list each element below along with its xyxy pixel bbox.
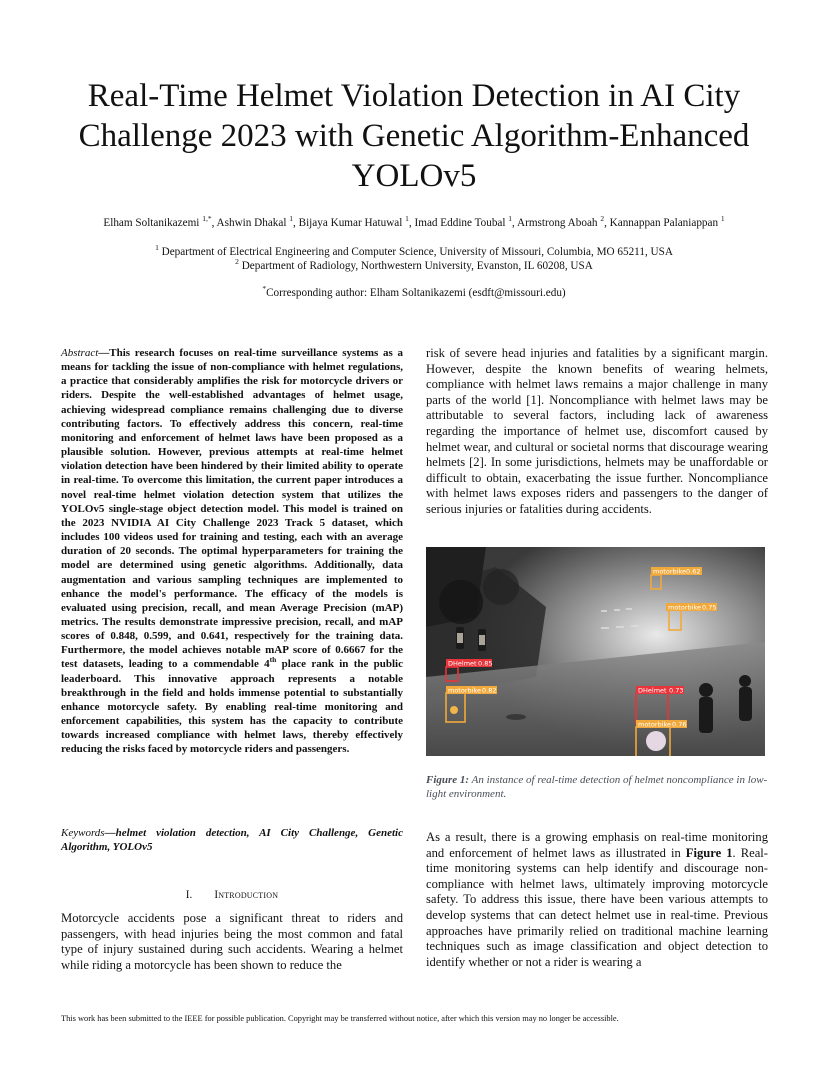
abstract xyxy=(61,346,403,757)
paragraph-text-continued: . Real-time monitoring systems can help identify and discourage non-compliance with helmet laws, ultimately improving motorcycle safety. To address this issue, there have been various attempts to develop systems that can detect helmet use in real-time. Previous approaches have primarily relied on traditional machine learning techniques such as image classification and object detection to identify whether or not a rider is wearing a xyxy=(426,845,768,969)
body-paragraph xyxy=(426,830,768,970)
detection-label: DHelmet xyxy=(448,659,477,668)
abstract-text-continued: place rank in the public leaderboard. This innovative approach represents a notable breakthrough in the field and holds immense potential to substantially enhance motorcycle safety. By enabling real-time monitoring and enforcement capabilities, this system has the capacity to contribute towards increased compliance with helmet laws, thereby effectively reducing the risks faced by motorcycle riders and passengers. xyxy=(61,658,403,756)
keywords-lead: Keywords xyxy=(61,827,105,839)
author: Elham Soltanikazemi xyxy=(103,217,200,229)
keywords xyxy=(61,826,403,854)
page-footer: This work has been submitted to the IEEE for possible publication. Copyright may be transferred without notice, after which this version may no longer be accessible. xyxy=(61,1014,619,1023)
affiliation-mark: 1 xyxy=(155,243,159,252)
author-affiliation-mark: 1 xyxy=(720,214,725,223)
night-street-scene xyxy=(426,547,765,756)
detection-score: 0.62 xyxy=(686,567,701,576)
author: Armstrong Aboah xyxy=(517,217,598,229)
affiliation xyxy=(40,245,788,259)
keywords-text: helmet violation detection, AI City Challenge, Genetic Algorithm, YOLOv5 xyxy=(61,827,403,854)
detection-label: motorbike xyxy=(448,686,481,695)
author-affiliation-mark: 1 xyxy=(289,214,294,223)
author: Ashwin Dhakal xyxy=(216,217,287,229)
author-list: Elham Soltanikazemi $^{1,*}$, Ashwin Dhakal $^1$, Bijaya Kumar Hatuwal $^1$, Imad Eddine Toubal $^1$, Armstrong Aboah $^2$, Kannappan Palaniappan $^1$ xyxy=(103,214,725,229)
detection-label: motorbike xyxy=(668,603,701,612)
detection-score: 0.82 xyxy=(482,686,497,695)
caption-text: An instance of real-time detection of helmet noncompliance in low-light environment. xyxy=(426,774,768,800)
body-paragraph: risk of severe head injuries and fatalities by a significant margin. However, despite the known benefits of wearing helmets, compliance with helmet laws remains a major challenge in many parts of the world [1]. Noncompliance with helmet laws may be attributable to several factors, including lack of awareness regarding the importance of helmet use, discomfort caused by helmet wear, and cultural or societal norms that discourage wearing helmets [2]. In some jurisdictions, helmets may be unaffordable or difficult to obtain, exacerbating the issue further. Noncompliance with helmet laws exposes riders and passengers to the danger of serious injuries or fatalities during accidents. xyxy=(426,346,768,516)
caption-lead: Figure 1: xyxy=(426,774,470,786)
affiliation xyxy=(40,259,788,273)
author: Bijaya Kumar Hatuwal xyxy=(298,217,403,229)
detection-label: motorbike xyxy=(653,567,686,576)
figure-caption xyxy=(426,773,768,801)
author-affiliation-mark: 1 xyxy=(405,214,409,223)
section-title: Introduction xyxy=(214,889,279,901)
abstract-text: This research focuses on real-time surveillance systems as a means for tackling the issue of non-compliance with helmet regulations, a practice that considerably amplifies the risk for motorcycle drivers or riders. Despite the well-established advantages of helmet usage, achieving widespread compliance remains challenging due to diverse contributing factors. To effectively address this concern, real-time monitoring and enforcement of helmet laws have been proposed as a plausible solution. However, previous attempts at real-time helmet violation detection have been hindered by their limited ability to operate in real-time. To overcome this limitation, the current paper introduces a novel real-time helmet violation detection system that utilizes the YOLOv5 single-stage object detection model. This model is trained on the 2023 NVIDIA AI City Challenge 2023 Track 5 dataset, which includes 100 videos used for training and testing, each with an average duration of 20 seconds. The optimal hyperparameters for training the model are determined using genetic algorithms. Additionally, data augmentation and various sampling techniques are implemented to enhance the model's performance. The efficacy of the models is evaluated using precision, recall, and mean Average Precision (mAP) metrics. The results demonstrate impressive precision, recall, and mAP scores of 0.848, 0.599, and 0.641, respectively for the training data. Furthermore, the model achieves notable mAP score of 0.6667 for the test datasets, leading to a commendable 4 xyxy=(61,347,403,671)
author: Kannappan Palaniappan xyxy=(609,217,719,229)
detection-score: 0.75 xyxy=(702,603,717,612)
detection-score: 0.85 xyxy=(478,659,493,668)
paragraph-text: As a result, there is a growing emphasis on real-time monitoring and enforcement of helmet laws as illustrated in xyxy=(426,830,768,860)
affiliation-text: Department of Electrical Engineering and Computer Science, University of Missouri, Columbia, MO 65211, USA xyxy=(161,246,673,258)
detection-score: 0.73 xyxy=(669,686,684,695)
corresponding-text: Corresponding author: Elham Soltanikazemi (esdft@missouri.edu) xyxy=(266,287,566,299)
paper-title: Real-Time Helmet Violation Detection in AI City Challenge 2023 with Genetic Algorithm-Enhanced YOLOv5 xyxy=(78,78,750,194)
detection-label: DHelmet xyxy=(638,686,667,695)
keywords-dash: — xyxy=(104,827,116,839)
author-affiliation-mark: 1,* xyxy=(202,214,212,223)
affiliation-text: Department of Radiology, Northwestern University, Evanston, IL 60208, USA xyxy=(241,260,593,272)
abstract-ordinal: th xyxy=(269,655,277,665)
corresponding-author xyxy=(40,286,788,300)
intro-paragraph: Motorcycle accidents pose a significant threat to riders and passengers, with head injuries being the most common and fatal type of injury sustained during such accidents. Wearing a helmet while riding a motorcycle has been shown to reduce the xyxy=(61,911,403,972)
corresponding-mark: * xyxy=(262,284,267,293)
detection-score: 0.76 xyxy=(672,720,687,729)
author-affiliation-mark: 1 xyxy=(508,214,513,223)
section-number: I. xyxy=(185,889,193,901)
author-affiliation-mark: 2 xyxy=(600,214,605,223)
detection-figure xyxy=(426,547,765,756)
figure-reference: Figure 1 xyxy=(685,845,733,860)
abstract-lead: Abstract xyxy=(61,347,99,359)
author: Imad Eddine Toubal xyxy=(414,217,506,229)
abstract-dash: — xyxy=(98,347,110,359)
detection-label: motorbike xyxy=(638,720,671,729)
section-heading xyxy=(61,888,403,902)
affiliation-mark: 2 xyxy=(235,257,239,266)
